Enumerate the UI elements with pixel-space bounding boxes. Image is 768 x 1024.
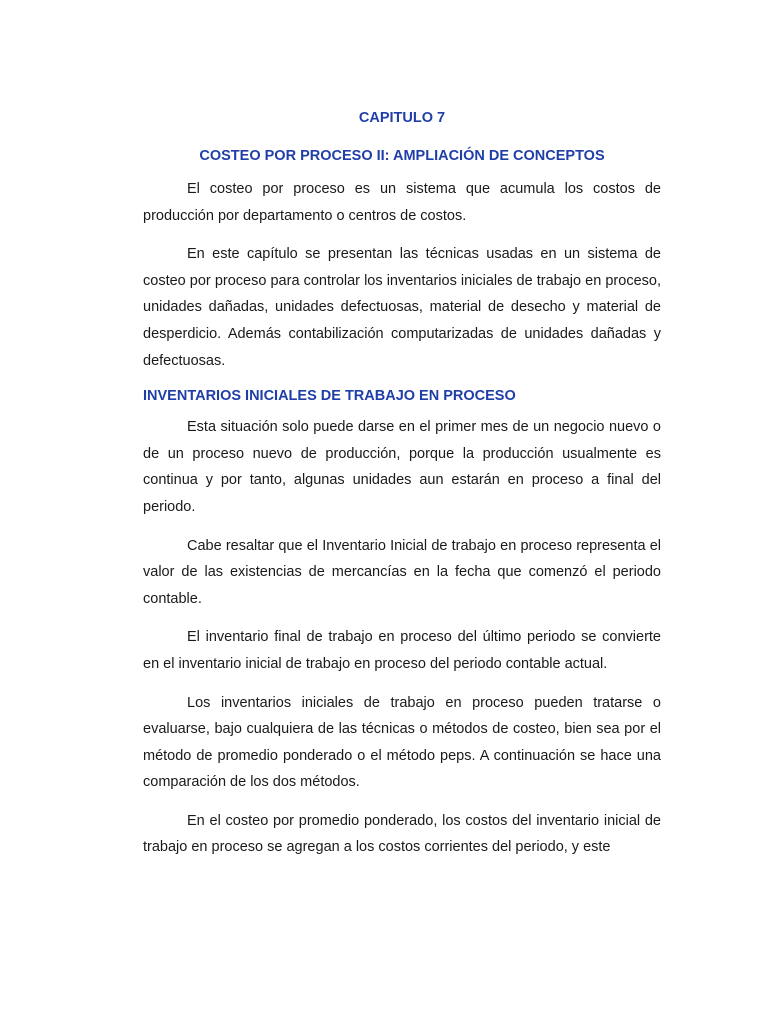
section-paragraph: El inventario final de trabajo en proceso del último periodo se convierte en el inventario inicial de trabajo en proceso del periodo contable actual. <box>143 629 661 672</box>
intro-paragraph: El costeo por proceso es un sistema que acumula los costos de producción por departamento o centros de costos. <box>143 181 661 224</box>
section-paragraph: Esta situación solo puede darse en el primer mes de un negocio nuevo o de un proceso nuevo de producción, porque la producción usualmente es continua y por tanto, algunas unidades aun estarán en proceso a final del periodo. <box>143 419 661 515</box>
section-paragraph: En el costeo por promedio ponderado, los costos del inventario inicial de trabajo en proceso se agregan a los costos corrientes del periodo, y este <box>143 812 661 856</box>
section-heading: INVENTARIOS INICIALES DE TRABAJO EN PROCESO <box>143 388 516 405</box>
document-page <box>143 108 661 873</box>
section-paragraph: Cabe resaltar que el Inventario Inicial de trabajo en proceso representa el valor de las existencias de mercancías en la fecha que comenzó el periodo contable. <box>143 537 661 607</box>
chapter-label: CAPITULO 7 <box>358 110 446 126</box>
chapter-title: COSTEO POR PROCESO II: AMPLIACIÓN DE CONCEPTOS <box>199 148 605 164</box>
section-paragraph: Los inventarios iniciales de trabajo en proceso pueden tratarse o evaluarse, bajo cualquiera de las técnicas o métodos de costeo, bien sea por el método de promedio ponderado o el método peps. A continuación se hace una comparación de los dos métodos. <box>143 694 661 791</box>
intro-paragraph: En este capítulo se presentan las técnicas usadas en un sistema de costeo por proceso para controlar los inventarios iniciales de trabajo en proceso, unidades dañadas, unidades defectuosas, material de desecho y material de desperdicio. Además contabilización computarizadas de unidades dañadas y defectuosas. <box>143 246 661 369</box>
